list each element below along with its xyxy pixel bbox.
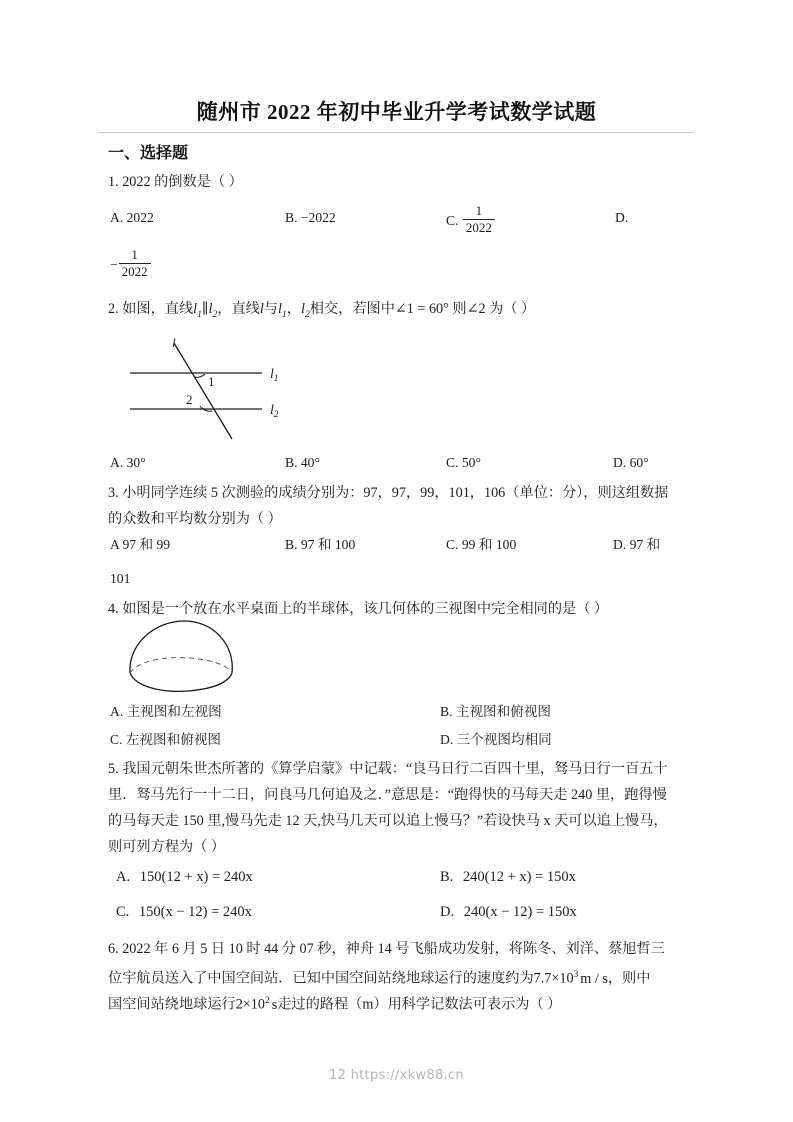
question-6-stem-line1: 6. 2022 年 6 月 5 日 10 时 44 分 07 秒，神舟 14 号飞船成功发射，将陈冬、刘洋、蔡旭哲三 bbox=[108, 941, 665, 957]
option-text: 150(x − 12) = 240x bbox=[138, 904, 252, 920]
option-label: C. bbox=[116, 904, 130, 920]
option-text: 240(12 + x) = 150x bbox=[462, 869, 576, 885]
question-1-option-d-label[interactable] bbox=[615, 207, 628, 229]
q2-l1: l bbox=[193, 301, 198, 317]
option-label: C. bbox=[446, 537, 459, 552]
q2-l3: l bbox=[278, 301, 282, 317]
q6-time-unit: s bbox=[271, 996, 278, 1013]
option-label: B. bbox=[285, 455, 298, 470]
option-text: 99 和 100 bbox=[461, 537, 517, 552]
option-text: 60° bbox=[629, 455, 649, 470]
angle-2-label: 2 bbox=[186, 392, 193, 407]
transversal-label: l bbox=[172, 335, 176, 350]
option-text: 50° bbox=[461, 455, 481, 470]
fraction-denominator: 2022 bbox=[121, 264, 148, 280]
option-text: 240(x − 12) = 150x bbox=[463, 904, 577, 920]
q6-speed-exponent: 3 bbox=[573, 970, 579, 980]
q2-l3-sub: 1 bbox=[281, 308, 287, 320]
q6-speed-value: 7.7×10 bbox=[533, 970, 574, 987]
angle-1-arc bbox=[194, 374, 205, 377]
option-label: D. bbox=[613, 455, 627, 470]
option-text: 三个视图均相同 bbox=[456, 732, 552, 747]
hemisphere-base-front-arc bbox=[130, 673, 232, 691]
q2-text-c: 与 bbox=[263, 301, 278, 317]
question-1-option-a[interactable] bbox=[110, 207, 154, 229]
q2-l2-sub: 2 bbox=[212, 308, 218, 320]
option-text: 97 和 100 bbox=[300, 537, 356, 552]
fraction-numerator: 1 bbox=[475, 203, 483, 218]
option-text: 30° bbox=[126, 455, 146, 470]
hemisphere-base-hidden-arc bbox=[130, 658, 232, 673]
fraction-numerator: 1 bbox=[131, 247, 138, 262]
option-text: −2022 bbox=[300, 210, 336, 225]
line-transversal bbox=[174, 343, 232, 439]
page-title: 随州市 2022 年初中毕业升学考试数学试题 bbox=[196, 100, 597, 124]
q2-text-e: 相交，若图中∠1 = 60° 则∠2 为（ ） bbox=[309, 301, 536, 317]
q2-text-d: ， bbox=[286, 301, 301, 317]
question-2-option-d[interactable] bbox=[613, 452, 649, 474]
q2-l1-sub: 1 bbox=[197, 308, 202, 320]
hemisphere-dome-outline bbox=[130, 621, 232, 673]
q2-text-b: ，直线 bbox=[217, 301, 260, 317]
question-2-option-b[interactable] bbox=[285, 452, 320, 474]
q6-speed-unit: m / s bbox=[580, 970, 608, 987]
fraction-neg-one-over-2022 bbox=[119, 248, 151, 279]
question-1-option-d-value[interactable] bbox=[110, 248, 152, 279]
question-3-option-c[interactable] bbox=[446, 534, 516, 556]
question-1-stem: 1. 2022 的倒数是（ ） bbox=[108, 174, 243, 190]
q6-line3-text: 国空间站绕地球运行 bbox=[108, 996, 236, 1013]
fraction-one-over-2022 bbox=[463, 204, 495, 235]
question-5-option-d[interactable] bbox=[440, 901, 577, 923]
question-3-option-b[interactable] bbox=[285, 534, 355, 556]
q6-time-value: 2×10 bbox=[235, 996, 265, 1013]
line-l2-label: $l_2$ bbox=[270, 403, 279, 419]
question-3-stem-line1: 3. 小明同学连续 5 次测验的成绩分别为：97，97，99，101，106（单位：分），则这组数据 bbox=[108, 485, 669, 501]
angle-1-label: 1 bbox=[208, 374, 215, 389]
option-label: A. bbox=[110, 455, 124, 470]
q6-line3-text-end: 走过的路程（m）用科学记数法可表示为（ ） bbox=[277, 996, 562, 1013]
minus-sign: − bbox=[110, 256, 118, 272]
line-l1-label: $l_1$ bbox=[270, 367, 279, 383]
q2-text-a: 2. 如图，直线 bbox=[108, 301, 194, 317]
q2-l4: l bbox=[300, 301, 305, 317]
question-1-option-b[interactable] bbox=[285, 207, 336, 229]
question-4-figure bbox=[122, 615, 252, 700]
question-1-option-c[interactable] bbox=[446, 204, 496, 235]
option-text: 2022 bbox=[126, 210, 154, 225]
question-5-option-a[interactable] bbox=[116, 866, 253, 888]
option-label: A. bbox=[116, 869, 131, 885]
question-5-option-b[interactable] bbox=[440, 866, 576, 888]
question-6-stem-line2 bbox=[108, 963, 650, 992]
question-3-option-d-overflow: 101 bbox=[110, 571, 131, 586]
q2-l4-sub: 2 bbox=[304, 308, 310, 320]
option-label: C. bbox=[110, 732, 123, 747]
option-label: B. bbox=[440, 869, 454, 885]
option-text: 40° bbox=[300, 455, 320, 470]
q2-parallel-symbol: ∥ bbox=[201, 301, 209, 317]
question-3-stem-line2: 的众数和平均数分别为（ ） bbox=[108, 511, 282, 527]
option-label: D. bbox=[613, 537, 627, 552]
option-text: 97 和 bbox=[629, 537, 661, 552]
option-text: 97 和 99 bbox=[122, 537, 171, 552]
option-label: A. bbox=[110, 210, 124, 225]
option-text: 主视图和俯视图 bbox=[455, 704, 552, 719]
question-4-option-b[interactable] bbox=[440, 701, 551, 723]
q2-l: l bbox=[259, 301, 264, 317]
question-4-option-d[interactable] bbox=[440, 729, 552, 751]
question-5-stem-line2: 里．驽马先行一十二日，问良马几何追及之．”意思是：“跑得快的马每天走 240 里，跑得慢 bbox=[108, 787, 667, 803]
option-label: B. bbox=[285, 210, 298, 225]
question-3-option-a[interactable] bbox=[110, 534, 170, 556]
question-2-stem bbox=[108, 297, 535, 327]
question-5-stem-line4: 则可列方程为（ ） bbox=[108, 839, 226, 855]
option-label: D. bbox=[440, 904, 455, 920]
question-6-stem-line3 bbox=[108, 989, 561, 1018]
question-4-stem: 4. 如图是一个放在水平桌面上的半球体，该几何体的三视图中完全相同的是（ ） bbox=[108, 601, 609, 617]
question-2-figure bbox=[122, 333, 307, 453]
q6-line2-text: 位宇航员送入了中国空间站．已知中国空间站绕地球运行的速度约为 bbox=[108, 970, 534, 987]
question-5-option-c[interactable] bbox=[116, 901, 252, 923]
option-label: B. bbox=[440, 704, 453, 719]
title-divider bbox=[99, 132, 694, 133]
q6-line2-text-end: ，则中 bbox=[607, 970, 651, 987]
question-2-option-c[interactable] bbox=[446, 452, 481, 474]
question-4-option-a[interactable] bbox=[110, 701, 222, 723]
option-label: B. bbox=[285, 537, 298, 552]
option-label: C. bbox=[446, 455, 459, 470]
parallel-lines-diagram bbox=[122, 333, 307, 448]
option-text: 主视图和左视图 bbox=[126, 704, 222, 719]
question-3-option-d[interactable] bbox=[613, 534, 660, 556]
question-4-option-c[interactable] bbox=[110, 729, 221, 751]
hemisphere-diagram bbox=[122, 615, 252, 695]
option-label: A. bbox=[110, 704, 124, 719]
question-5-stem-line3: 的马每天走 150 里,慢马先走 12 天,快马几天可以追上慢马？”若设快马 x 天可以追上慢马， bbox=[108, 813, 668, 829]
section-heading: 一、选择题 bbox=[108, 145, 189, 162]
option-text: 左视图和俯视图 bbox=[125, 732, 222, 747]
option-label: A bbox=[110, 537, 120, 552]
q6-time-exponent: 2 bbox=[265, 996, 270, 1006]
q2-l2: l bbox=[208, 301, 213, 317]
option-text: 150(12 + x) = 240x bbox=[139, 869, 253, 885]
option-label: C. bbox=[446, 212, 459, 228]
fraction-denominator: 2022 bbox=[465, 220, 492, 236]
option-label: D. bbox=[440, 732, 454, 747]
question-5-stem-line1: 5. 我国元朝朱世杰所著的《算学启蒙》中记载：“良马日行二百四十里，驽马日行一百五十 bbox=[108, 761, 668, 777]
footer-watermark: 12 https://xkw88.cn bbox=[329, 1068, 464, 1083]
question-2-option-a[interactable] bbox=[110, 452, 146, 474]
option-label: D. bbox=[615, 210, 629, 225]
